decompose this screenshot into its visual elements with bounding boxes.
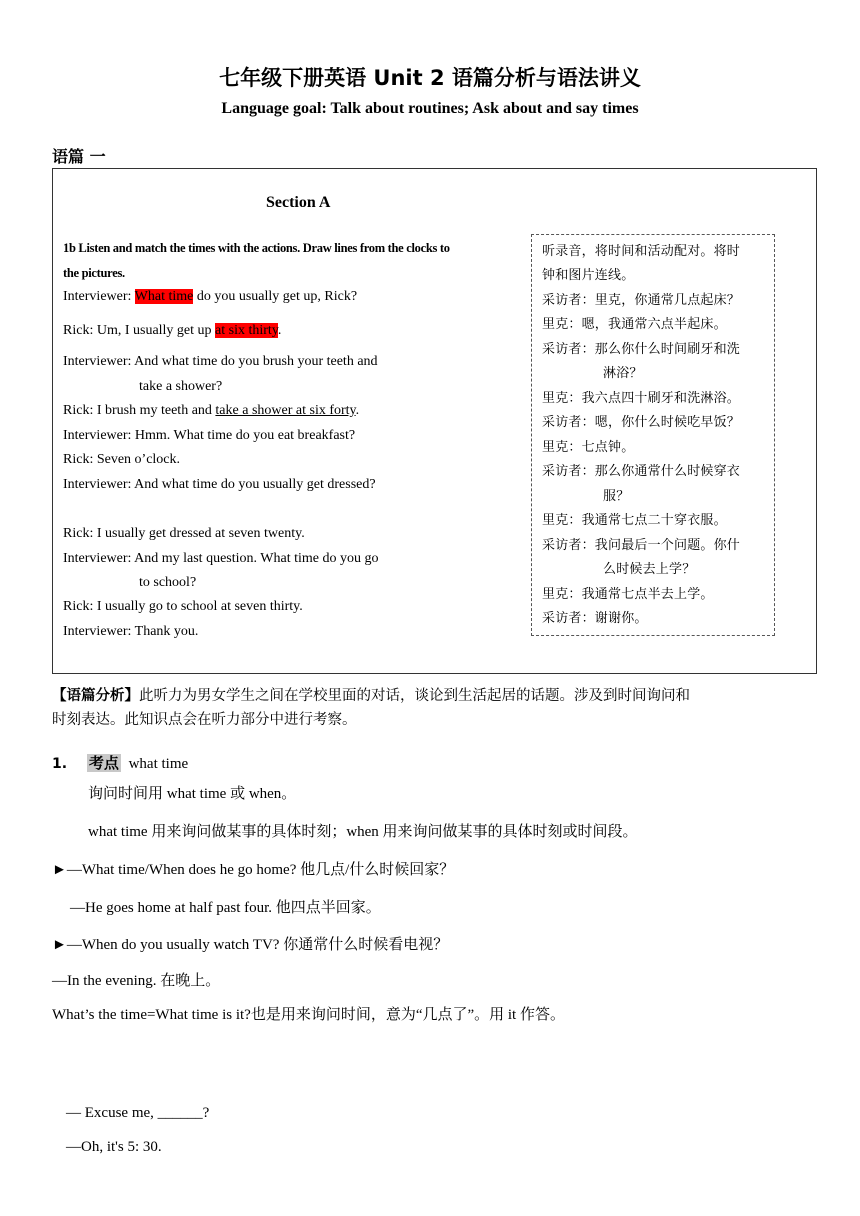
dialogue-line: Interviewer: And what time do you brush your teeth and (63, 354, 378, 369)
rule-text: what time 用来询问做某事的具体时刻；when 用来询问做某事的具体时刻或时间段。 (88, 824, 638, 840)
example-question: ►—What time/When does he go home? 他几点/什么时候回家？ (52, 862, 455, 878)
usage-note: What’s the time=What time is it?也是用来询问时间，意为“几点了”。用 it 作答。 (52, 1007, 565, 1023)
line-text: Rick: Um, I usually get up (63, 323, 216, 338)
highlighted-phrase: at six thirty (215, 323, 278, 338)
task-line: the pictures. (63, 266, 125, 280)
dialogue-line: to school? (139, 575, 197, 590)
translation-line: 里克：我通常七点二十穿衣服。 (542, 513, 727, 528)
translation-line: 听录音，将时间和活动配对。将时 (542, 244, 741, 259)
dialogue-line: Interviewer: Thank you. (63, 624, 199, 639)
dialogue-line: Rick: I usually get dressed at seven twenty. (63, 526, 305, 541)
translation-line: 淋浴？ (603, 366, 643, 381)
dialogue-line: take a shower? (139, 379, 223, 394)
task-instruction (63, 236, 518, 286)
line-text: do you usually get up, Rick? (193, 289, 358, 304)
translation-line: 里克：嗯，我通常六点半起床。 (542, 317, 727, 332)
translation-line: 服？ (603, 489, 630, 504)
analysis-label: 【语篇分析】 (52, 688, 139, 704)
translation-line: 采访者：嗯，你什么时候吃早饭？ (542, 415, 741, 430)
dialogue-line: Rick: Seven o’clock. (63, 452, 181, 467)
example-question: ►—When do you usually watch TV? 你通常什么时候看电视？ (52, 937, 449, 953)
section-heading: Section A (266, 194, 331, 211)
translation-line: 采访者：谢谢你。 (542, 611, 648, 626)
dialogue-line: Interviewer: And my last question. What time do you go (63, 551, 379, 566)
rule-text: 询问时间用 what time 或 when。 (88, 786, 297, 802)
example-answer: —In the evening. 在晚上。 (52, 973, 221, 989)
translation-line: 么时候去上学？ (603, 562, 696, 577)
section-label: 语篇 一 (52, 147, 106, 166)
dialogue-line (63, 319, 281, 344)
translation-line: 采访者：里克，你通常几点起床？ (542, 293, 741, 308)
dialogue-line (63, 399, 359, 424)
line-text: . (277, 323, 282, 338)
analysis-paragraph (52, 684, 690, 705)
translation-line: 采访者：那么你通常什么时候穿衣 (542, 464, 741, 479)
dialogue-line: Interviewer: Hmm. What time do you eat breakfast? (63, 428, 356, 443)
language-goal: Language goal: Talk about routines; Ask about and say times (221, 100, 639, 117)
point-number: 1. (52, 756, 68, 772)
task-line: 1b Listen and match the times with the actions. Draw lines from the clocks to (63, 241, 450, 255)
analysis-text: 此听力为男女学生之间在学校里面的对话，谈论到生活起居的话题。涉及到时间询问和 (139, 688, 690, 704)
point-topic: what time (128, 756, 189, 772)
underlined-phrase: take a shower at six forty (215, 403, 356, 418)
line-text: . (355, 403, 360, 418)
analysis-text: 时刻表达。此知识点会在听力部分中进行考察。 (52, 712, 357, 728)
example-answer: —He goes home at half past four. 他四点半回家。 (70, 900, 381, 916)
dialogue-line: Interviewer: And what time do you usually get dressed? (63, 477, 376, 492)
quiz-answer: —Oh, it's 5: 30. (66, 1139, 162, 1155)
document-title: 七年级下册英语 Unit 2 语篇分析与语法讲义 (219, 66, 641, 90)
dialogue-line (63, 285, 357, 310)
highlighted-phrase: What time (134, 289, 194, 304)
translation-line: 里克：我通常七点半去上学。 (542, 587, 714, 602)
speaker: Interviewer: (63, 289, 135, 304)
point-badge: 考点 (88, 754, 119, 772)
translation-line: 钟和图片连线。 (542, 268, 635, 283)
translation-line: 采访者：我问最后一个问题。你什 (542, 538, 741, 553)
translation-line: 采访者：那么你什么时间刷牙和洗 (542, 342, 741, 357)
quiz-question: — Excuse me, ______? (66, 1105, 210, 1121)
translation-line: 里克：七点钟。 (542, 440, 635, 455)
point-heading (52, 752, 188, 773)
translation-line: 里克：我六点四十刷牙和洗淋浴。 (542, 391, 741, 406)
dialogue-line: Rick: I usually go to school at seven thirty. (63, 599, 303, 614)
line-text: Rick: I brush my teeth and (63, 403, 216, 418)
